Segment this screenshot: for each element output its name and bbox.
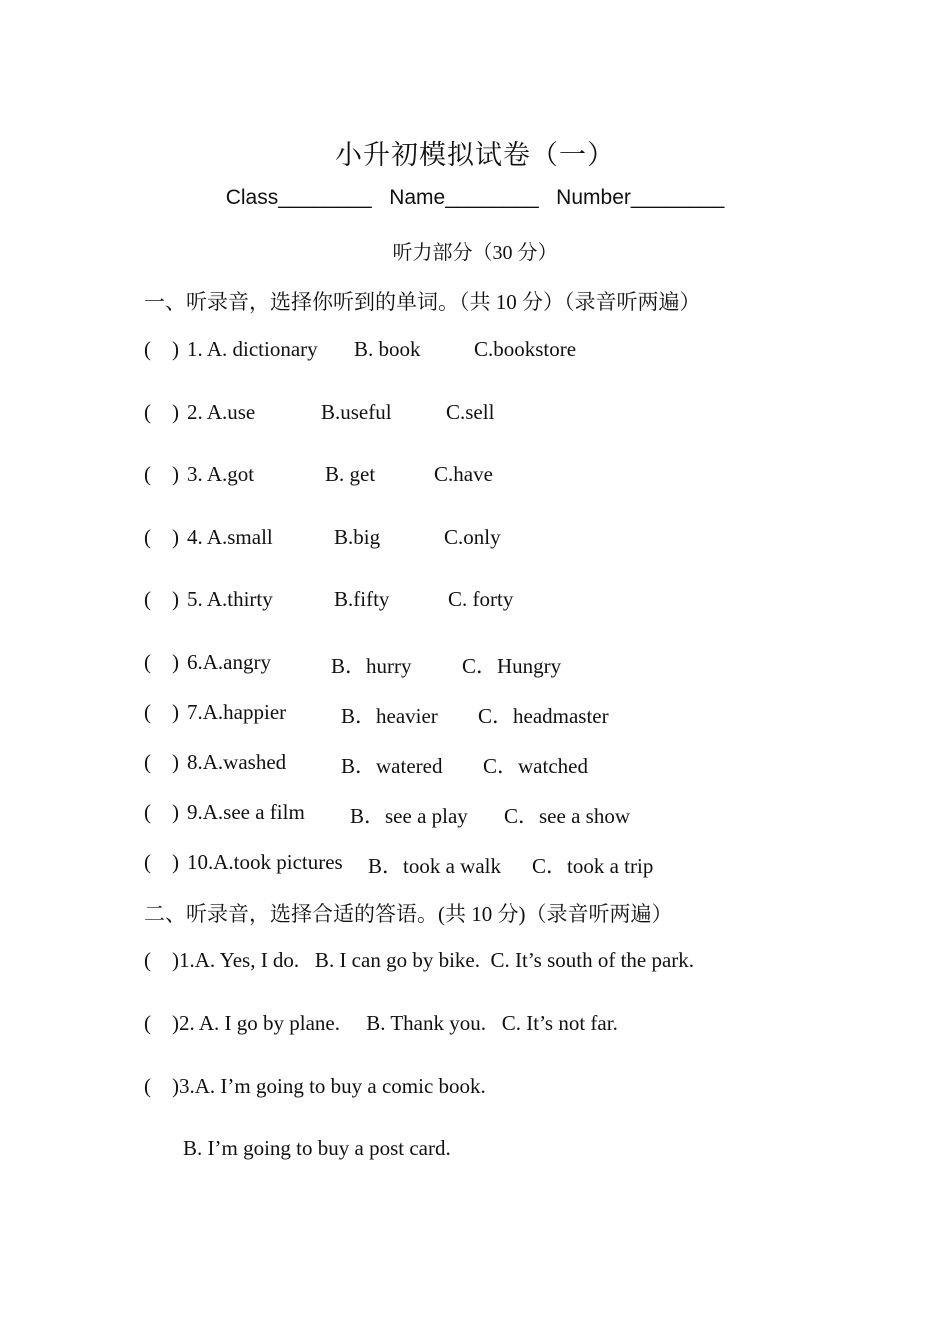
answer-bracket-open[interactable]: ( bbox=[144, 587, 151, 611]
option-c: C．watched bbox=[483, 754, 588, 778]
class-field[interactable]: Class________ bbox=[225, 186, 372, 209]
option-a: 1. A. dictionary bbox=[187, 337, 318, 361]
answer-bracket-close: ) bbox=[172, 1074, 179, 1098]
answer-bracket-open[interactable]: ( bbox=[144, 525, 151, 549]
option-b: B.useful bbox=[321, 400, 392, 424]
option-b: B．heavier bbox=[341, 704, 438, 728]
answer-bracket-close: ) bbox=[172, 700, 179, 724]
answer-bracket-open[interactable]: ( bbox=[144, 337, 151, 361]
option-a: 2. A.use bbox=[187, 400, 256, 424]
answer-bracket-close: ) bbox=[172, 800, 179, 824]
option-c: C．took a trip bbox=[532, 854, 654, 878]
option-a: 10.A.took pictures bbox=[187, 850, 343, 874]
option-b: B. get bbox=[325, 462, 376, 486]
option-a: 9.A.see a film bbox=[187, 800, 305, 824]
answer-bracket-close: ) bbox=[172, 650, 179, 674]
answer-bracket-open[interactable]: ( bbox=[144, 850, 151, 874]
option-b: B．took a walk bbox=[368, 854, 501, 878]
option-a: 8.A.washed bbox=[187, 750, 287, 774]
option-b: B．hurry bbox=[331, 654, 412, 678]
answer-bracket-close: ) bbox=[172, 587, 179, 611]
option-c: C.have bbox=[434, 462, 493, 486]
option-a: 6.A.angry bbox=[187, 650, 271, 674]
answer-options: 1.A. Yes, I do. B. I can go by bike. C. It’s south of the park. bbox=[179, 948, 695, 972]
answer-bracket-close: ) bbox=[172, 750, 179, 774]
option-b: B.fifty bbox=[334, 587, 390, 611]
answer-bracket-open[interactable]: ( bbox=[144, 1011, 151, 1035]
answer-option-b: B. I’m going to buy a post card. bbox=[183, 1136, 451, 1160]
answer-options: 3.A. I’m going to buy a comic book. bbox=[179, 1074, 486, 1098]
answer-bracket-close: ) bbox=[172, 462, 179, 486]
option-a: 5. A.thirty bbox=[187, 587, 273, 611]
option-b: B.big bbox=[334, 525, 381, 549]
option-b: B．watered bbox=[341, 754, 443, 778]
answer-bracket-open[interactable]: ( bbox=[144, 800, 151, 824]
section-subtitle: 听力部分（30 分） bbox=[392, 242, 558, 264]
option-b: B．see a play bbox=[350, 804, 468, 828]
option-c: C. forty bbox=[448, 587, 514, 611]
option-c: C.sell bbox=[446, 400, 495, 424]
answer-bracket-close: ) bbox=[172, 525, 179, 549]
option-c: C.only bbox=[444, 525, 501, 549]
option-c: C．Hungry bbox=[462, 654, 562, 678]
option-a: 7.A.happier bbox=[187, 700, 287, 724]
answer-bracket-open[interactable]: ( bbox=[144, 1074, 151, 1098]
number-field[interactable]: Number________ bbox=[556, 186, 725, 209]
answer-bracket-open[interactable]: ( bbox=[144, 948, 151, 972]
answer-bracket-close: ) bbox=[172, 1011, 179, 1035]
option-c: C．headmaster bbox=[478, 704, 609, 728]
answer-bracket-close: ) bbox=[172, 337, 179, 361]
answer-bracket-open[interactable]: ( bbox=[144, 650, 151, 674]
option-c: C．see a show bbox=[504, 804, 630, 828]
option-a: 3. A.got bbox=[187, 462, 255, 486]
answer-bracket-open[interactable]: ( bbox=[144, 462, 151, 486]
student-info-line bbox=[0, 186, 950, 210]
section2-heading: 二、听录音，选择合适的答语。(共 10 分)（录音听两遍） bbox=[144, 902, 673, 926]
answer-bracket-open[interactable]: ( bbox=[144, 750, 151, 774]
answer-bracket-open[interactable]: ( bbox=[144, 700, 151, 724]
page-title: 小升初模拟试卷（一） bbox=[335, 140, 615, 170]
answer-bracket-open[interactable]: ( bbox=[144, 400, 151, 424]
answer-bracket-close: ) bbox=[172, 400, 179, 424]
option-c: C.bookstore bbox=[474, 337, 577, 361]
answer-bracket-close: ) bbox=[172, 948, 179, 972]
answer-options: 2. A. I go by plane. B. Thank you. C. It’s not far. bbox=[179, 1011, 618, 1035]
option-a: 4. A.small bbox=[187, 525, 273, 549]
answer-bracket-close: ) bbox=[172, 850, 179, 874]
section1-heading: 一、听录音，选择你听到的单词。（共 10 分）（录音听两遍） bbox=[144, 290, 701, 314]
name-field[interactable]: Name________ bbox=[389, 186, 539, 209]
option-b: B. book bbox=[354, 337, 421, 361]
